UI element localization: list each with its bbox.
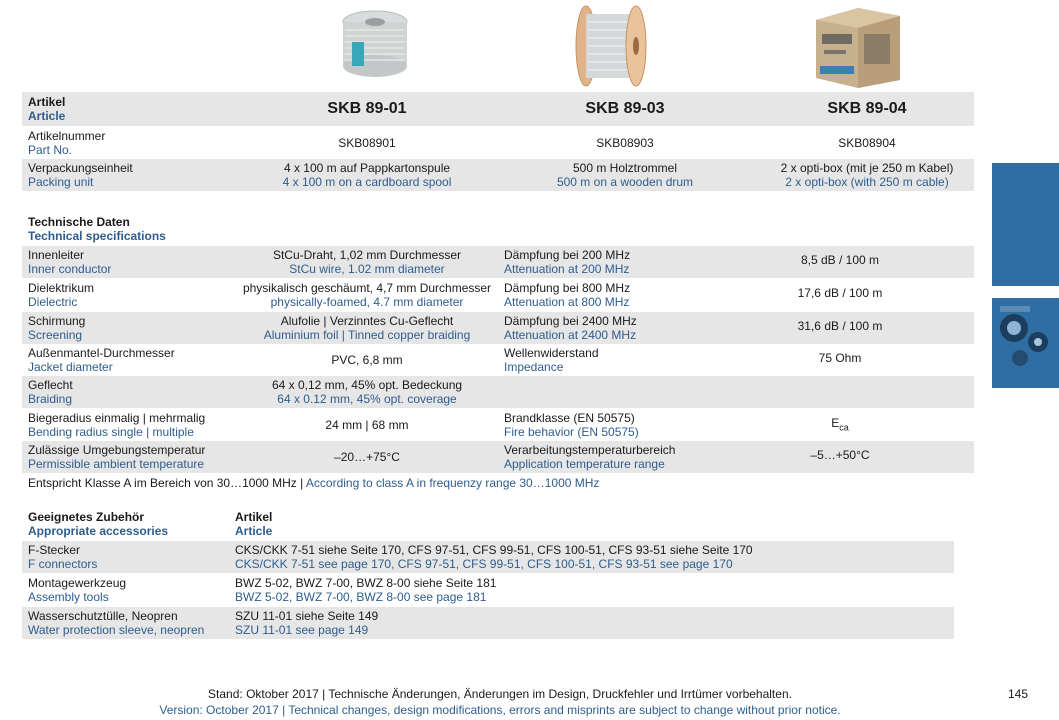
tech-param-value bbox=[798, 319, 883, 337]
tech-param-value-main: E bbox=[831, 415, 840, 430]
accessory-article-en: BWZ 5-02, BWZ 7-00, BWZ 8-00 see page 181 bbox=[235, 590, 487, 604]
accessory-label-de: Wasserschutztülle, Neopren bbox=[28, 609, 178, 623]
tech-label-en: Braiding bbox=[28, 392, 73, 406]
footer-note-en: Version: October 2017 | Technical changes, design modifications, errors and misprints are subject to change without prior notice. bbox=[159, 703, 841, 717]
tech-param-value-main: 8,5 dB / 100 m bbox=[800, 252, 880, 267]
accessories-article-heading bbox=[235, 510, 272, 538]
tech-title-en: Technical specifications bbox=[28, 229, 166, 243]
tech-param-de: Dämpfung bei 800 MHz bbox=[504, 281, 631, 295]
model-skb-89-01: SKB 89-01 bbox=[327, 100, 407, 117]
article-label-de: Artikel bbox=[28, 95, 66, 109]
pack-de-skb-89-04: 2 x opti-box (mit je 250 m Kabel) bbox=[780, 161, 954, 175]
tech-title-de: Technische Daten bbox=[28, 215, 130, 229]
side-tab-connector-image bbox=[992, 298, 1059, 388]
opti-box-image bbox=[810, 2, 905, 90]
pack-en-skb-89-04: 2 x opti-box (with 250 m cable) bbox=[785, 175, 949, 189]
tech-param-en: Fire behavior (EN 50575) bbox=[504, 425, 639, 439]
acc-col-en: Article bbox=[235, 524, 273, 538]
page-number: 145 bbox=[1008, 687, 1029, 701]
tech-value-de: –20…+75°C bbox=[334, 450, 400, 464]
tech-param-en: Application temperature range bbox=[504, 457, 665, 471]
tech-param-en: Attenuation at 2400 MHz bbox=[504, 328, 637, 342]
partno-skb-89-03: SKB08903 bbox=[596, 135, 654, 150]
partno-label-en: Part No. bbox=[28, 142, 73, 157]
tech-param-en: Attenuation at 200 MHz bbox=[504, 262, 630, 276]
accessory-label-en: F connectors bbox=[28, 557, 98, 571]
accessories-heading bbox=[28, 510, 168, 538]
accessory-label-en: Assembly tools bbox=[28, 590, 109, 604]
accessory-row bbox=[22, 541, 954, 573]
tech-value-de: 64 x 0,12 mm, 45% opt. Bedeckung bbox=[271, 378, 463, 392]
partno-skb-89-01: SKB08901 bbox=[338, 135, 396, 150]
tech-value-de: PVC, 6,8 mm bbox=[331, 353, 403, 367]
pack-en-skb-89-01: 4 x 100 m on a cardboard spool bbox=[282, 175, 452, 189]
article-label-en: Article bbox=[28, 109, 66, 123]
tech-label-de: Zulässige Umgebungstemperatur bbox=[28, 443, 206, 457]
tech-row bbox=[22, 376, 974, 408]
pack-label-de: Verpackungseinheit bbox=[28, 161, 133, 175]
article-header-row bbox=[22, 92, 974, 126]
tech-param-de: Dämpfung bei 200 MHz bbox=[504, 248, 631, 262]
tech-param-value bbox=[798, 286, 883, 304]
tech-label-de: Dielektrikum bbox=[28, 281, 95, 295]
tech-label-de: Geflecht bbox=[28, 378, 73, 392]
tech-param-value-sub: ca bbox=[839, 422, 849, 433]
tech-label-en: Inner conductor bbox=[28, 262, 112, 276]
partno-label-de: Artikelnummer bbox=[28, 128, 106, 143]
tech-param-value bbox=[819, 351, 862, 369]
tech-value-de: physikalisch geschäumt, 4,7 mm Durchmesser bbox=[242, 281, 492, 295]
wooden-drum-image bbox=[566, 2, 656, 88]
tech-label-en: Permissible ambient temperature bbox=[28, 457, 205, 471]
pack-en-skb-89-03: 500 m on a wooden drum bbox=[556, 175, 694, 189]
tech-param-value-main: 31,6 dB / 100 m bbox=[797, 318, 883, 333]
pack-label-en: Packing unit bbox=[28, 175, 94, 189]
tech-label-de: Schirmung bbox=[28, 314, 86, 328]
tech-row bbox=[22, 441, 974, 473]
tech-param-de: Verarbeitungstemperaturbereich bbox=[504, 443, 676, 457]
tech-param-value bbox=[831, 416, 849, 434]
accessory-label-de: Montagewerkzeug bbox=[28, 576, 127, 590]
tech-label-en: Dielectric bbox=[28, 295, 78, 309]
note-de: Entspricht Klasse A im Bereich von 30…1000 MHz | bbox=[28, 476, 306, 490]
tech-label-en: Bending radius single | multiple bbox=[28, 425, 194, 439]
class-a-note bbox=[28, 476, 599, 490]
part-number-row bbox=[22, 127, 974, 158]
tech-value-en: StCu wire, 1.02 mm diameter bbox=[289, 262, 445, 276]
tech-param-de: Wellenwiderstand bbox=[504, 346, 599, 360]
pack-de-skb-89-03: 500 m Holztrommel bbox=[572, 161, 678, 175]
accessory-article-en: CKS/CKK 7-51 see page 170, CFS 97-51, CFS 99-51, CFS 100-51, CFS 93-51 see page 170 bbox=[235, 557, 733, 571]
tech-row bbox=[22, 312, 974, 344]
tech-label-de: Biegeradius einmalig | mehrmalig bbox=[28, 411, 206, 425]
cardboard-spool-image bbox=[330, 2, 420, 88]
tech-param-value bbox=[810, 448, 869, 466]
tech-value-de: Alufolie | Verzinntes Cu-Geflecht bbox=[280, 314, 454, 328]
accessory-article-de: BWZ 5-02, BWZ 7-00, BWZ 8-00 siehe Seite 181 bbox=[235, 576, 497, 590]
model-skb-89-03: SKB 89-03 bbox=[585, 100, 665, 117]
tech-value-de: 24 mm | 68 mm bbox=[325, 418, 409, 432]
partno-skb-89-04: SKB08904 bbox=[838, 135, 896, 150]
connector-icon bbox=[992, 298, 1059, 388]
tech-value-en: Aluminium foil | Tinned copper braiding bbox=[263, 328, 471, 342]
note-en: According to class A in frequenzy range 30…1000 MHz bbox=[305, 476, 600, 490]
tech-value-de: StCu-Draht, 1,02 mm Durchmesser bbox=[272, 248, 462, 262]
tech-label-en: Screening bbox=[28, 328, 83, 342]
tech-param-en: Attenuation at 800 MHz bbox=[504, 295, 630, 309]
tech-row bbox=[22, 409, 974, 441]
tech-row bbox=[22, 279, 974, 311]
packing-unit-row bbox=[22, 159, 974, 191]
acc-col-de: Artikel bbox=[235, 510, 273, 524]
tech-value-en: 64 x 0.12 mm, 45% opt. coverage bbox=[277, 392, 457, 406]
accessory-article-en: SZU 11-01 see page 149 bbox=[235, 623, 369, 637]
accessories-title-de: Geeignetes Zubehör bbox=[28, 510, 145, 524]
accessories-title-en: Appropriate accessories bbox=[28, 524, 169, 538]
tech-label-de: Innenleiter bbox=[28, 248, 85, 262]
tech-label-en: Jacket diameter bbox=[28, 360, 113, 374]
accessory-row bbox=[22, 607, 954, 639]
tech-row bbox=[22, 246, 974, 278]
accessory-label-de: F-Stecker bbox=[28, 543, 81, 557]
tech-specs-heading bbox=[28, 215, 166, 243]
tech-param-value bbox=[801, 253, 879, 271]
tech-param-value-main: –5…+50°C bbox=[810, 447, 870, 462]
tech-param-de: Brandklasse (EN 50575) bbox=[504, 411, 635, 425]
accessory-row bbox=[22, 574, 954, 606]
accessory-label-en: Water protection sleeve, neopren bbox=[28, 623, 205, 637]
tech-param-value-main: 75 Ohm bbox=[818, 350, 862, 365]
accessory-article-de: CKS/CKK 7-51 siehe Seite 170, CFS 97-51, CFS 99-51, CFS 100-51, CFS 93-51 siehe Seite 170 bbox=[235, 543, 753, 557]
tech-label-de: Außenmantel-Durchmesser bbox=[28, 346, 175, 360]
model-skb-89-04: SKB 89-04 bbox=[827, 100, 907, 117]
pack-de-skb-89-01: 4 x 100 m auf Pappkartonspule bbox=[283, 161, 451, 175]
tech-value-en: physically-foamed, 4.7 mm diameter bbox=[270, 295, 464, 309]
accessory-article-de: SZU 11-01 siehe Seite 149 bbox=[235, 609, 379, 623]
tech-param-value-main: 17,6 dB / 100 m bbox=[797, 285, 883, 300]
tech-param-en: Impedance bbox=[504, 360, 564, 374]
side-tab-blue bbox=[992, 163, 1059, 286]
tech-row bbox=[22, 344, 974, 376]
tech-param-de: Dämpfung bei 2400 MHz bbox=[504, 314, 637, 328]
footer-note-de: Stand: Oktober 2017 | Technische Änderungen, Änderungen im Design, Druckfehler und Irrtümer vorbehalten. bbox=[208, 687, 792, 701]
